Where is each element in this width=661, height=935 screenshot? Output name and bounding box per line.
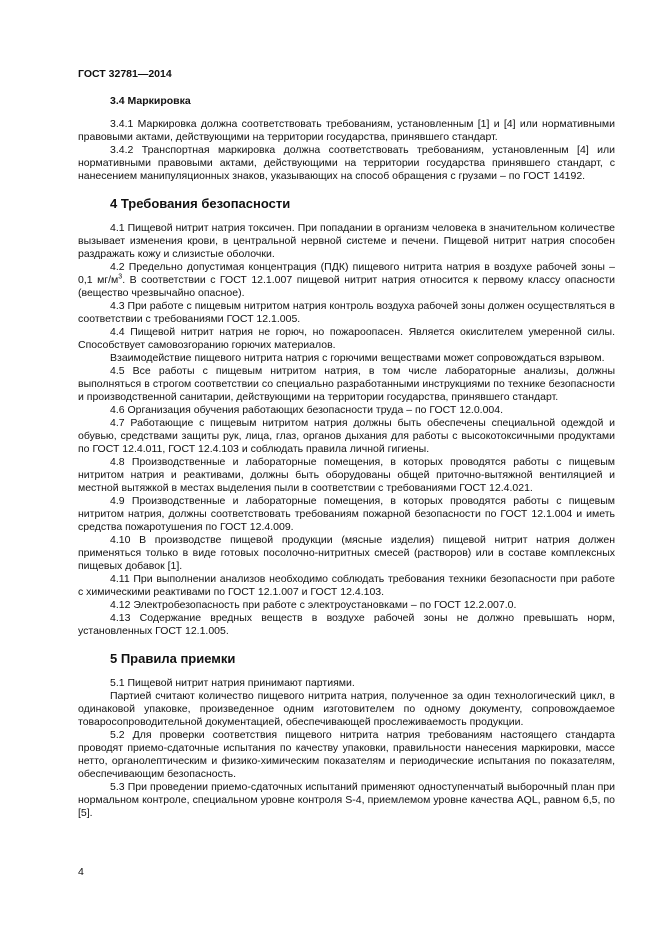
paragraph-4-13: 4.13 Содержание вредных веществ в воздухе рабочей зоны не должно превышать норм, установленных ГОСТ 12.1.005. xyxy=(78,612,615,637)
paragraph-5-1: 5.1 Пищевой нитрит натрия принимают партиями. xyxy=(110,677,355,689)
paragraph-4-10: 4.10 В производстве пищевой продукции (мясные изделия) пищевой нитрит натрия должен применяться только в виде готовых посолочно-нитритных смесей (растворов) или в составе комплексных пищевых добавок [1]. xyxy=(78,534,615,572)
paragraph-4-3: 4.3 При работе с пищевым нитритом натрия контроль воздуха рабочей зоны должен осуществляться в соответствии с требованиями ГОСТ 12.1.005. xyxy=(78,300,615,325)
paragraph-3-4-1: 3.4.1 Маркировка должна соответствовать требованиям, установленным [1] и [4] или нормативными правовыми актами, действующими на территории государства, принявшего стандарт. xyxy=(78,118,615,143)
paragraph-4-12: 4.12 Электробезопасность при работе с электроустановками – по ГОСТ 12.2.007.0. xyxy=(110,599,517,611)
paragraph-4-1: 4.1 Пищевой нитрит натрия токсичен. При попадании в организм человека в значительном количестве вызывает изменения крови, в центральной нервной системе и печени. Пищевой нитрит натрия способен раздражать кожу и слизистые оболочки. xyxy=(78,222,615,260)
paragraph-5-3: 5.3 При проведении приемо-сдаточных испытаний применяют одноступенчатый выборочный план при нормальном контроле, специальном уровне контроля S-4, приемлемом уровне качества AQL, равном 6,5, по [5]. xyxy=(78,781,615,819)
paragraph-4-2-text-a: 4.2 Предельно допустимая концентрация (ПДК) пищевого нитрита натрия в воздухе рабочей зоны – 0,1 мг/м xyxy=(78,261,615,286)
paragraph-3-4-2: 3.4.2 Транспортная маркировка должна соответствовать требованиям, установленным [4] или нормативными правовыми актами, действующими на территории государства принявшего стандарт, с нанесением манипуляционных знаков, указывающих на способ обращения с грузами – по ГОСТ 14192. xyxy=(78,144,615,182)
page-number: 4 xyxy=(78,866,84,878)
paragraph-4-7: 4.7 Работающие с пищевым нитритом натрия должны быть обеспечены специальной одеждой и обувью, средствами защиты рук, лица, глаз, органов дыхания для работы с высокотоксичными продуктами по ГОСТ 12.4.011, ГОСТ 12.4.103 и соблюдать правила личной гигиены. xyxy=(78,417,615,455)
paragraph-4-4-cont: Взаимодействие пищевого нитрита натрия с горючими веществами может сопровождаться взрывом. xyxy=(110,352,605,364)
paragraph-4-5: 4.5 Все работы с пищевым нитритом натрия, в том числе лабораторные анализы, должны выполняться в строгом соответствии со специально разработанными инструкциями по технике безопасности и производственной санитарии, действующими на территории государства, принявшего стандарт. xyxy=(78,365,615,403)
paragraph-4-6: 4.6 Организация обучения работающих безопасности труда – по ГОСТ 12.0.004. xyxy=(110,404,504,416)
standard-header: ГОСТ 32781—2014 xyxy=(78,68,172,80)
section-5-title: 5 Правила приемки xyxy=(110,651,236,666)
paragraph-5-2: 5.2 Для проверки соответствия пищевого нитрита натрия требованиям настоящего стандарта проводят приемо-сдаточные испытания по качеству упаковки, правильности нанесения маркировки, массе нетто, органолептическим и физико-химическим показателям и периодические испытания по показателям, обеспечивающим безопасность. xyxy=(78,729,615,780)
paragraph-4-9: 4.9 Производственные и лабораторные помещения, в которых проводятся работы с пищевым нитритом натрия, должны соответствовать требованиям пожарной безопасности по ГОСТ 12.1.004 и иметь средства пожаротушения по ГОСТ 12.4.009. xyxy=(78,495,615,533)
paragraph-4-11: 4.11 При выполнении анализов необходимо соблюдать требования техники безопасности при работе с химическими реактивами по ГОСТ 12.1.007 и ГОСТ 12.4.103. xyxy=(78,573,615,598)
paragraph-4-2 xyxy=(78,261,615,300)
paragraph-5-1-cont: Партией считают количество пищевого нитрита натрия, полученное за один технологический цикл, в одинаковой упаковке, произведенное одним изготовителем по одному документу, сопровождаемое товаросопроводительной документацией, обеспечивающей прослеживаемость продукции. xyxy=(78,690,615,728)
section-3-4-title: 3.4 Маркировка xyxy=(110,95,191,107)
paragraph-4-8: 4.8 Производственные и лабораторные помещения, в которых проводятся работы с пищевым нитритом натрия и реактивами, должны быть оборудованы общей приточно-вытяжной вентиляцией и местной вытяжкой в местах выделения пыли в соответствии с требованиями ГОСТ 12.4.021. xyxy=(78,456,615,494)
cubic-superscript: 3 xyxy=(118,273,123,281)
section-4-title: 4 Требования безопасности xyxy=(110,196,291,211)
paragraph-4-2-text-b: . В соответствии с ГОСТ 12.1.007 пищевой нитрит натрия относится к первому классу опасности (вещество чрезвычайно опасное). xyxy=(78,274,616,299)
paragraph-4-4: 4.4 Пищевой нитрит натрия не горюч, но пожароопасен. Является окислителем умеренной силы. Способствует самовозгоранию горючих материалов. xyxy=(78,326,615,351)
